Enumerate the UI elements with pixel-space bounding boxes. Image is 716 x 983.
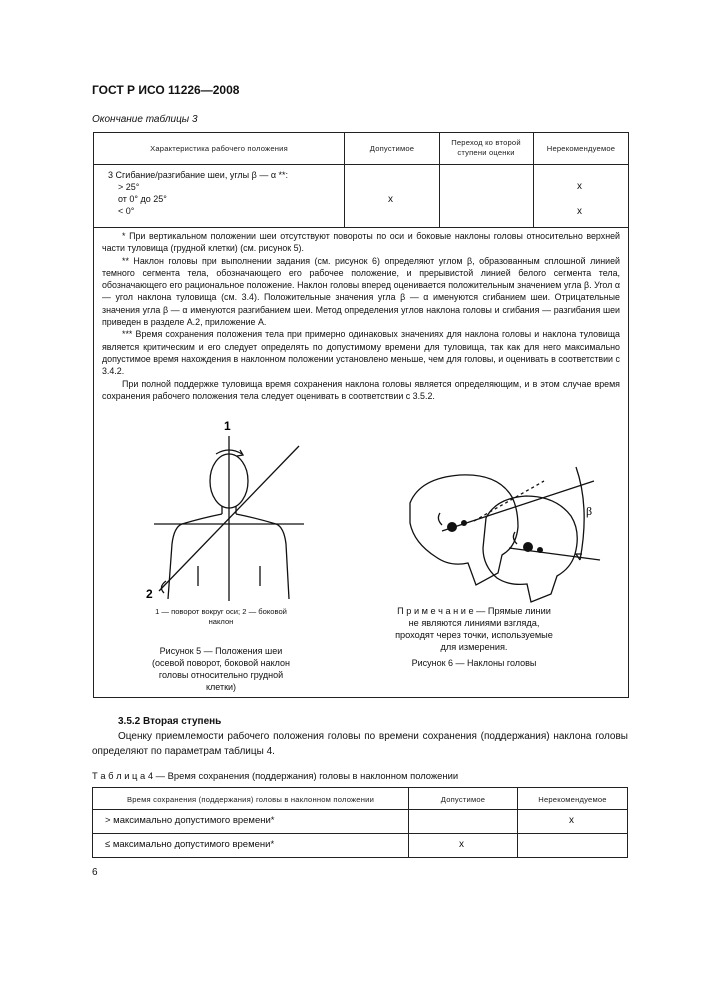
figure6-point (447, 522, 457, 532)
figure5-legend: 1 — поворот вокруг оси; 2 — боковой наклон (155, 607, 287, 626)
figure6-title: Рисунок 6 — Наклоны головы (411, 658, 537, 668)
table3-mark-acceptable: x (388, 194, 393, 205)
table3-row-divider (94, 227, 628, 228)
table3-row-item: от 0° до 25° (118, 194, 167, 204)
figure6-point (461, 520, 467, 526)
table4-row-divider (93, 833, 627, 834)
table4-row-label: ≤ максимально допустимого времени* (105, 839, 275, 850)
table4 (92, 787, 628, 858)
section-paragraph-text: Оценку приемлемости рабочего положения головы по времени сохранения (поддержания) наклона головы определяют по параметрам таблицы 4. (92, 731, 628, 757)
table3-header-characteristic: Характеристика рабочего положения (150, 144, 288, 153)
table4-header-time: Время сохранения (поддержания) головы в наклонном положении (126, 795, 375, 804)
table4-header-divider (93, 809, 627, 810)
footnote-4: При полной поддержке туловища время сохранения наклона головы является определяющим, и в этом случае время сохранения рабочего положения тела следует оценивать в соответствии с 3.5.2. (102, 378, 620, 401)
page-number: 6 (92, 867, 98, 878)
standard-header: ГОСТ Р ИСО 11226—2008 (92, 83, 240, 97)
figure6-point (523, 542, 533, 552)
table3-header-not-recommended: Нерекомендуемое (546, 144, 616, 153)
table3-row-item: < 0° (118, 206, 135, 216)
table4-header-not-recommended: Нерекомендуемое (538, 795, 607, 804)
figure6-point (537, 547, 543, 553)
section-paragraph (92, 729, 628, 759)
footnote-1: * При вертикальном положении шеи отсутствуют повороты по оси и боковые наклоны головы относительно верхней части туловища (грудной клетки) (см. рисунок 5). (102, 231, 620, 254)
table3-row-item: > 25° (118, 182, 140, 192)
table3-notes (102, 230, 620, 402)
figure5-drawing (144, 416, 304, 601)
figure5-label-2: 2 (146, 587, 153, 601)
table4-header-acceptable: Допустимое (440, 795, 486, 804)
table3-caption: Окончание таблицы 3 (92, 114, 198, 125)
figure6-drawing (394, 463, 604, 603)
table3-header-divider (94, 164, 628, 165)
table3-header-transition: Переход ко второй ступени оценки (451, 138, 521, 157)
table3-mark-not-recommended: x (577, 206, 582, 217)
figure6-beta-label: β (586, 504, 593, 518)
table4-row-acceptable: x (459, 839, 464, 850)
figure6-note: П р и м е ч а н и е — Прямые линии не являются линиями взгляда, проходят через точки, используемые для измерения. (395, 606, 553, 652)
table3-mark-not-recommended: x (577, 181, 582, 192)
table3-header-acceptable: Допустимое (369, 144, 415, 153)
section-title: 3.5.2 Вторая ступень (118, 716, 222, 727)
table4-row-not-recommended: x (569, 815, 574, 826)
table4-row-label: > максимально допустимого времени* (105, 815, 275, 826)
table4-caption: Т а б л и ц а 4 — Время сохранения (поддержания) головы в наклонном положении (92, 770, 459, 781)
table3-col-divider (439, 133, 440, 227)
table3 (93, 132, 629, 698)
figure5-title: Рисунок 5 — Положения шеи (осевой поворот, боковой наклон головы относительно грудной клетки) (152, 646, 290, 692)
footnote-3: *** Время сохранения положения тела при примерно одинаковых значениях для наклона головы и наклона туловища является критическим и его следует определять по допустимому времени для туловища, так как для него максимально допустимое время нахождения в наклонном положении установлено меньше, чем для головы, и оценивать в соответствии с 3.4.2. (102, 329, 620, 377)
table3-row-title: 3 Сгибание/разгибание шеи, углы β — α **: (108, 170, 289, 180)
footnote-2: ** Наклон головы при выполнении задания (см. рисунок 6) определяют углом β, образованным сплошной линией темного сегмента тела, обозначающего его рабочее положение, и прерывистой линией белого сегмента тела, обозначающего его рациональное положение. Наклон головы вперед оценивается положительным значением угла β. Угол α — угол наклона туловища (см. 3.4). Положительные значения угла β — α именуются сгибанием шеи. Отрицательные значения угла β — α именуются разгибанием шеи. Метод определения углов наклона головы и сгибания — разгибания шеи приведен в разделе А.2, приложение А. (102, 255, 620, 328)
figure5-label-1: 1 (224, 419, 231, 433)
